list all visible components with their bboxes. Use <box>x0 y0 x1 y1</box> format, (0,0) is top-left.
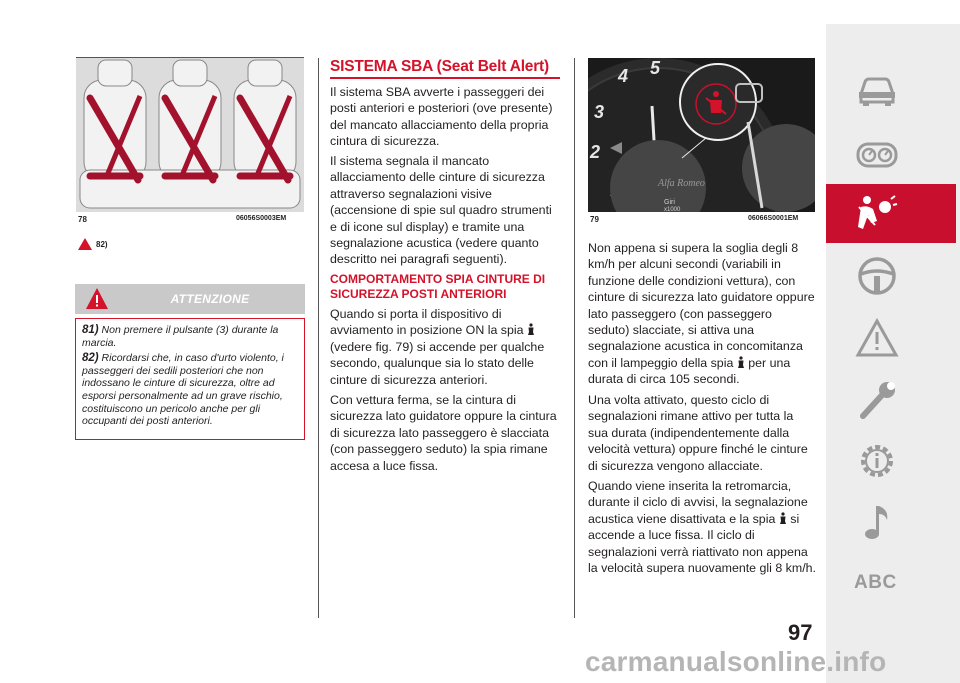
gauge-unit-bottom: x1000 <box>664 207 681 212</box>
figure-78-number: 78 <box>78 215 87 224</box>
column-divider-2 <box>574 58 575 618</box>
seatbelt-airbag-icon[interactable] <box>855 193 899 233</box>
sidebar-abc-index[interactable]: ABC <box>854 572 897 593</box>
gauge-number-4: 4 <box>618 66 629 86</box>
figure-78-seatbelts <box>76 58 304 212</box>
attention-title: ATTENZIONE <box>170 292 250 306</box>
cycle-paragraph-3 <box>588 478 816 576</box>
wrench-icon[interactable] <box>855 380 899 420</box>
subsection-title: COMPORTAMENTO SPIA CINTURE DI SICUREZZA POSTI ANTERIORI <box>330 272 546 301</box>
note-82-number: 82) <box>82 352 99 365</box>
note-81-text: Non premere il pulsante (3) durante la marcia. <box>82 324 279 349</box>
sba-paragraph-3 <box>330 306 556 388</box>
warning-reference <box>78 238 108 250</box>
gear-info-icon[interactable] <box>855 441 899 481</box>
tachometer-illustration <box>588 58 815 212</box>
cycle-paragraph-1-b: per una durata di circa 105 secondi. <box>588 355 791 387</box>
seatbelt-icon <box>527 323 535 335</box>
figure-79-code: 06066S0001EM <box>748 215 799 222</box>
seatbelt-icon <box>779 512 787 524</box>
page-number: 97 <box>788 620 813 645</box>
figure-78-code: 06056S0003EM <box>236 215 287 222</box>
attention-notes <box>75 318 305 440</box>
car-icon[interactable] <box>855 70 899 110</box>
section-title: SISTEMA SBA (Seat Belt Alert) <box>330 58 549 75</box>
gauge-number-2: 2 <box>590 142 601 162</box>
warning-triangle-icon <box>78 238 92 250</box>
watermark: carmanualsonline.info <box>585 646 887 677</box>
sba-paragraph-2: Il sistema segnala il mancato allacciamento delle cinture di sicurezza attraverso segnalazioni visive (accensione di spie sul quadro strumenti e di icone sul display) e tramite una segnalazione acustica (vedere quanto descritto nei paragrafi seguenti). <box>330 154 552 267</box>
attention-header <box>75 284 305 314</box>
section-title-underline <box>330 77 560 79</box>
sba-paragraph-3-a: Quando si porta il dispositivo di avviamento in posizione ON la spia <box>330 307 524 338</box>
rear-seats-illustration <box>76 58 304 212</box>
sba-paragraph-1: Il sistema SBA avverte i passeggeri dei posti anteriori e posteriori (ove presente) del mancato allacciamento della propria cintura di sicurezza. <box>330 85 553 149</box>
note-82 <box>82 352 298 428</box>
seatbelt-icon <box>737 356 745 368</box>
column-divider-1 <box>318 58 319 618</box>
music-note-icon[interactable] <box>855 502 899 542</box>
cycle-paragraph-2: Una volta attivato, questo ciclo di segnalazioni rimane attivo per tutta la sua durata (indipendentemente dalla velocità vettura) oppure finché le cinture di sicurezza vengono allacciate. <box>588 393 808 473</box>
steering-wheel-icon[interactable] <box>855 256 899 296</box>
note-81 <box>82 324 298 349</box>
dashboard-icon[interactable] <box>855 134 899 174</box>
gauge-brand: Alfa Romeo <box>658 178 705 189</box>
cycle-paragraph-3-a: Quando viene inserita la retromarcia, durante il ciclo di avvisi, la segnalazione acustica viene disattivata e la spia <box>588 479 808 526</box>
gauge-number-3: 3 <box>594 102 605 122</box>
sba-paragraph-3-b: (vedere fig. 79) si accende per qualche secondo, qualunque sia lo stato delle cinture di sicurezza anteriori. <box>330 339 545 387</box>
gauge-number-5: 5 <box>650 58 661 78</box>
note-82-text: Ricordarsi che, in caso d'urto violento, i passeggeri dei sedili posteriori che non indossano le cinture di sicurezza, oltre ad esporsi personalmente ad un grave rischio, costituiscono un pericolo anche per gli occupanti dei posti anteriori. <box>82 352 284 428</box>
warning-ref-text: 82) <box>96 239 108 249</box>
figure-79-number: 79 <box>590 215 599 224</box>
note-81-number: 81) <box>82 324 99 336</box>
cycle-paragraph-3-b: si accende a luce fissa. Il ciclo di segnalazioni verrà riattivato non appena la velocità supera nuovamente gli 8 km/h. <box>588 511 816 576</box>
gauge-unit-top: Giri <box>664 199 675 206</box>
cycle-paragraph-1-a: Non appena si supera la soglia degli 8 km/h per alcuni secondi (variabili in funzione delle condizioni vettura), con cinture di sicurezza lato guidatore oppure lato passeggero (con passeggero seduto) slacciate, si attiva una segnalazione acustica in concomitanza con il lampeggio della spia <box>588 241 815 370</box>
figure-79-instrument-cluster <box>588 58 815 212</box>
cycle-paragraph-1 <box>588 240 816 388</box>
warning-triangle-icon[interactable] <box>855 318 899 358</box>
sba-paragraph-4: Con vettura ferma, se la cintura di sicurezza lato guidatore oppure la cintura di sicurezza lato passeggero è slacciata (con passeggero seduto) la spia rimane accesa a luce fissa. <box>330 393 557 473</box>
